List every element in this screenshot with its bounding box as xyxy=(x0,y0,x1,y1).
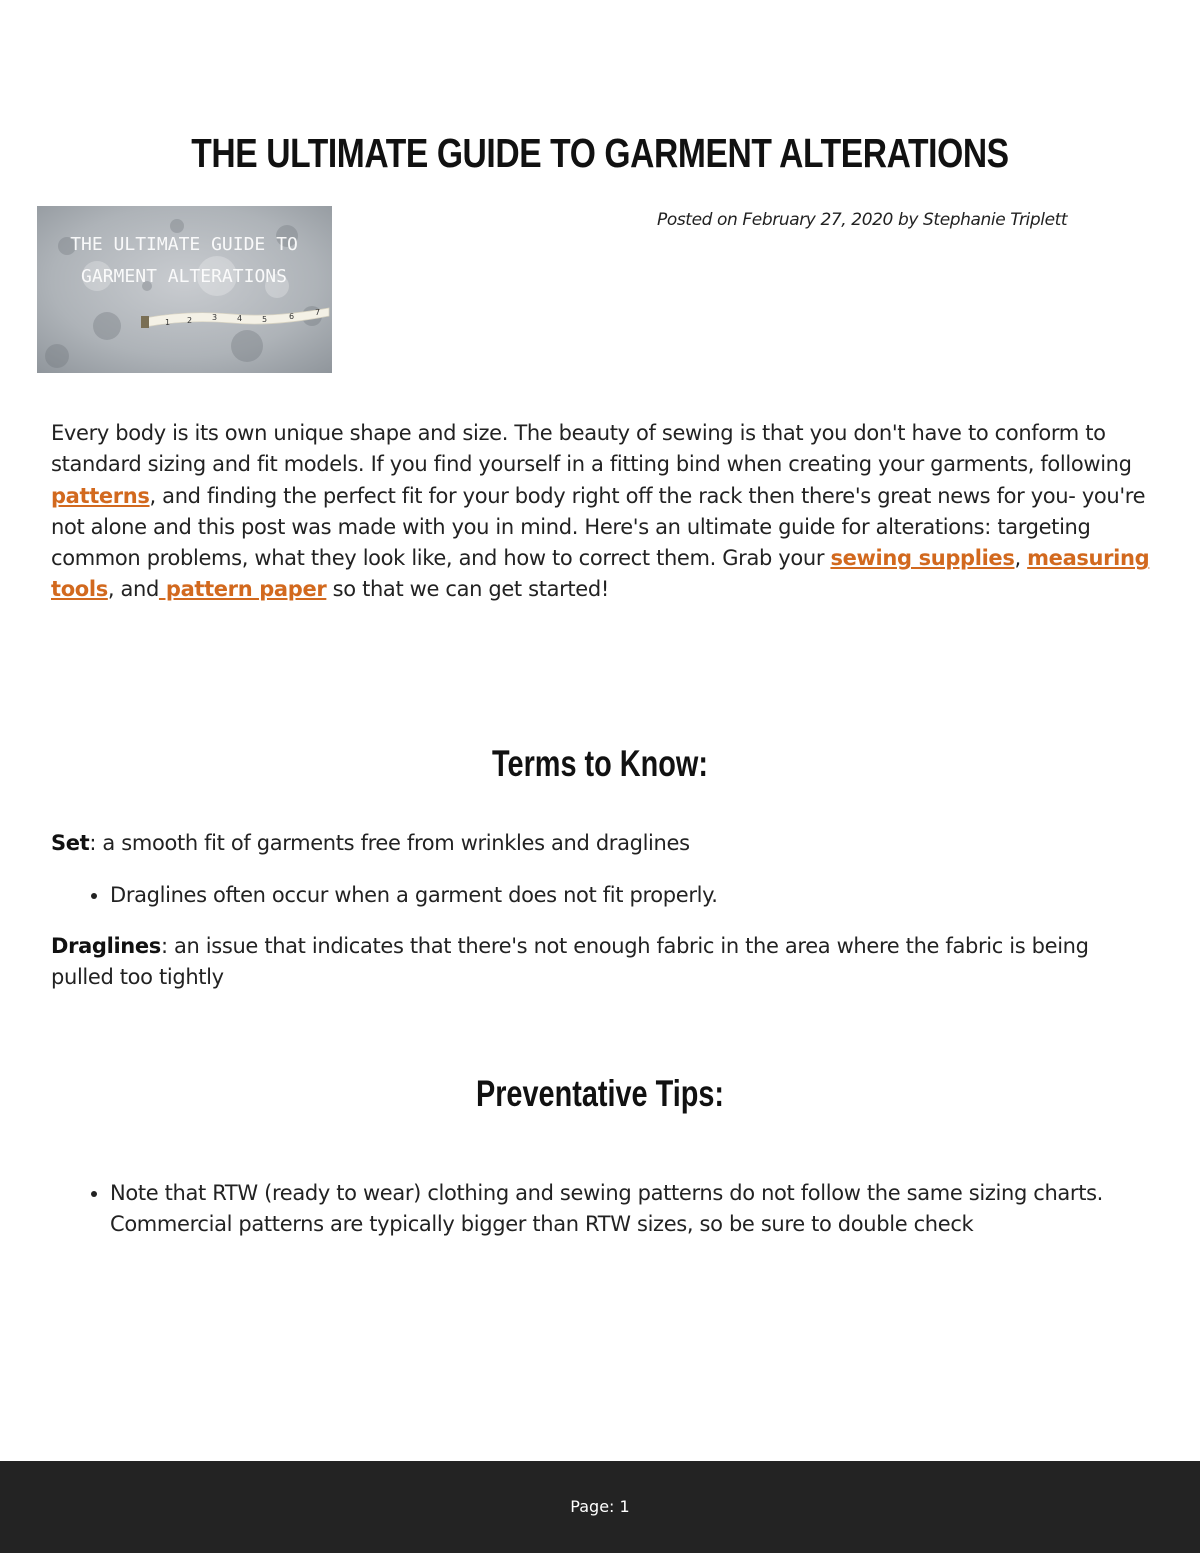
intro-text: so that we can get started! xyxy=(326,577,609,602)
tips-heading: Preventative Tips: xyxy=(475,1073,725,1114)
hero-image xyxy=(37,206,332,373)
page-footer xyxy=(0,1461,1200,1553)
intro-text: , and finding the perfect fit for your body right off the rack then there's great news for you- you're not alone and this post was made with you in mind. Here's an ultimate guide for alterations: targeting common problems, what they look like, and how to correct them. Grab your xyxy=(51,483,1146,571)
tape-number: 7 xyxy=(315,308,321,317)
term-draglines-label: Draglines xyxy=(51,934,161,958)
tape-number: 6 xyxy=(289,312,295,321)
measuring-tools-link[interactable]: measuring tools xyxy=(51,546,1150,602)
post-meta: Posted on February 27, 2020 by Stephanie Triplett xyxy=(657,210,1068,230)
hero-image-graphic xyxy=(37,206,332,373)
tape-number: 1 xyxy=(165,318,171,327)
pattern-paper-link[interactable]: pattern paper xyxy=(158,577,327,602)
term-set-definition: : a smooth fit of garments free from wrinkles and draglines xyxy=(89,831,690,855)
terms-heading: Terms to Know: xyxy=(492,743,708,784)
tips-bullet-list xyxy=(88,1178,1150,1240)
term-draglines-definition: : an issue that indicates that there's not enough fabric in the area where the fabric is being pulled too tightly xyxy=(51,934,1089,989)
tape-number: 4 xyxy=(237,314,243,323)
intro-text: , xyxy=(1014,546,1028,571)
tape-number: 5 xyxy=(262,315,268,324)
list-item: • Draglines often occur when a garment does not fit properly. xyxy=(110,880,1150,911)
page-number: Page: 1 xyxy=(570,1497,630,1516)
intro-text: , and xyxy=(107,577,159,602)
tape-number: 2 xyxy=(187,316,193,325)
hero-line2: GARMENT ALTERATIONS xyxy=(81,266,287,287)
term-set-label: Set xyxy=(51,831,90,855)
sewing-supplies-link[interactable]: sewing supplies xyxy=(830,546,1015,571)
list-item: • Note that RTW (ready to wear) clothing and sewing patterns do not follow the same sizing charts. Commercial patterns are typically bigger than RTW sizes, so be sure to double check xyxy=(110,1178,1150,1240)
set-bullet-list xyxy=(88,880,1150,911)
tape-number: 3 xyxy=(212,313,218,322)
patterns-link[interactable]: patterns xyxy=(51,483,150,508)
page-title: THE ULTIMATE GUIDE TO GARMENT ALTERATIONS xyxy=(191,130,1009,176)
term-draglines xyxy=(51,931,1151,993)
term-set xyxy=(51,828,1151,859)
intro-text: Every body is its own unique shape and size. The beauty of sewing is that you don't have to conform to standard sizing and fit models. If you find yourself in a fitting bind when creating your garments, following xyxy=(51,421,1132,477)
hero-line1: THE ULTIMATE GUIDE TO xyxy=(70,234,298,255)
intro-paragraph xyxy=(51,418,1151,606)
